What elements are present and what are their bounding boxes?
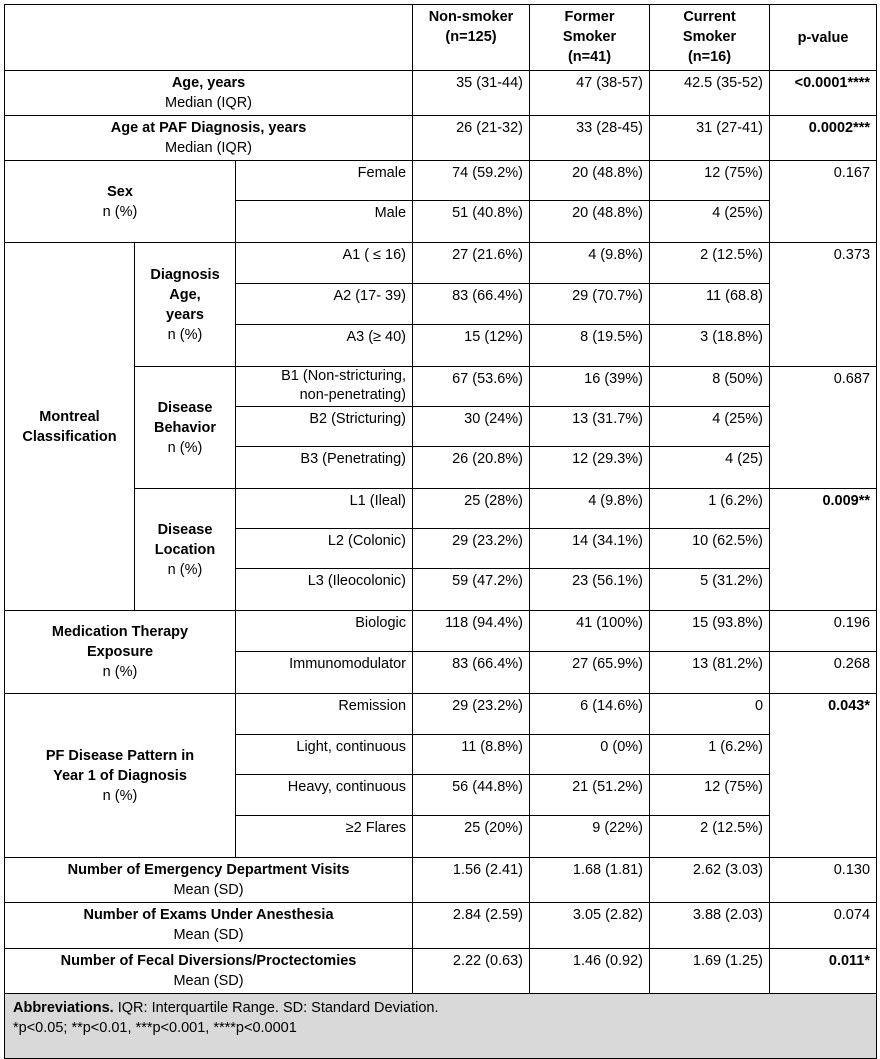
cell-value: 23 (56.1%) xyxy=(530,569,650,611)
cell-value: 29 (23.2%) xyxy=(413,529,530,569)
table-row-fecal-diversions xyxy=(5,949,877,994)
table-row-eua xyxy=(5,903,877,949)
cell-value: 26 (20.8%) xyxy=(413,447,530,489)
cell-value: 20 (48.8%) xyxy=(530,201,650,243)
cell-pvalue: 0.009** xyxy=(770,489,877,611)
cell-value: 35 (31-44) xyxy=(413,71,530,116)
cell-value: 1 (6.2%) xyxy=(650,489,770,529)
sub-label: B3 (Penetrating) xyxy=(236,447,413,489)
cell-value: 3 (18.8%) xyxy=(650,325,770,367)
header-pvalue: p-value xyxy=(770,5,877,71)
row-label-sex: Sex n (%) xyxy=(5,161,236,243)
cell-value: 67 (53.6%) xyxy=(413,367,530,407)
cell-pvalue: 0.130 xyxy=(770,858,877,903)
cell-value: 9 (22%) xyxy=(530,816,650,858)
table-row-age xyxy=(5,71,877,116)
cell-value: 26 (21-32) xyxy=(413,116,530,161)
row-label-montreal: Montreal Classification xyxy=(5,243,135,611)
cell-value: 4 (25%) xyxy=(650,201,770,243)
row-label-disease-location: Disease Location n (%) xyxy=(135,489,236,611)
sub-label: Light, continuous xyxy=(236,735,413,775)
header-former-smoker: Former Smoker (n=41) xyxy=(530,5,650,71)
cell-value: 1 (6.2%) xyxy=(650,735,770,775)
header-nonsmoker: Non-smoker (n=125) xyxy=(413,5,530,71)
cell-value: 2.22 (0.63) xyxy=(413,949,530,994)
header-blank xyxy=(5,5,413,71)
table-row-a1 xyxy=(5,243,877,284)
row-label-fecal-diversions: Number of Fecal Diversions/Proctectomies Mean (SD) xyxy=(5,949,413,994)
sub-label: A3 (≥ 40) xyxy=(236,325,413,367)
cell-pvalue: 0.011* xyxy=(770,949,877,994)
cell-value: 6 (14.6%) xyxy=(530,694,650,735)
cell-value: 56 (44.8%) xyxy=(413,775,530,816)
cell-value: 13 (31.7%) xyxy=(530,407,650,447)
sub-label: Biologic xyxy=(236,611,413,652)
row-label-medication: Medication Therapy Exposure n (%) xyxy=(5,611,236,694)
row-label-paf: Age at PAF Diagnosis, years Median (IQR) xyxy=(5,116,413,161)
cell-pvalue: 0.043* xyxy=(770,694,877,858)
cell-value: 14 (34.1%) xyxy=(530,529,650,569)
cell-value: 2.62 (3.03) xyxy=(650,858,770,903)
cell-value: 3.05 (2.82) xyxy=(530,903,650,949)
cell-value: 15 (12%) xyxy=(413,325,530,367)
cell-value: 0 (0%) xyxy=(530,735,650,775)
cell-value: 15 (93.8%) xyxy=(650,611,770,652)
cell-value: 1.56 (2.41) xyxy=(413,858,530,903)
cell-value: 8 (50%) xyxy=(650,367,770,407)
abbreviations-text: IQR: Interquartile Range. SD: Standard Deviation. xyxy=(113,1000,439,1016)
sub-label: Male xyxy=(236,201,413,243)
cell-value: 1.69 (1.25) xyxy=(650,949,770,994)
cell-value: 16 (39%) xyxy=(530,367,650,407)
cell-value: 4 (9.8%) xyxy=(530,489,650,529)
cell-pvalue: 0.196 xyxy=(770,611,877,652)
abbreviations-label: Abbreviations. xyxy=(13,1000,114,1016)
cell-value: 27 (21.6%) xyxy=(413,243,530,284)
cell-value: 10 (62.5%) xyxy=(650,529,770,569)
cell-pvalue: 0.167 xyxy=(770,161,877,243)
cell-value: 41 (100%) xyxy=(530,611,650,652)
table-row-paf xyxy=(5,116,877,161)
cell-value: 0 xyxy=(650,694,770,735)
header-current-smoker: Current Smoker (n=16) xyxy=(650,5,770,71)
cell-value: 13 (81.2%) xyxy=(650,652,770,694)
summary-table xyxy=(4,4,876,1059)
cell-value: 21 (51.2%) xyxy=(530,775,650,816)
table-row-biologic xyxy=(5,611,877,652)
table-row-ed-visits xyxy=(5,858,877,903)
sub-label: ≥2 Flares xyxy=(236,816,413,858)
cell-value: 51 (40.8%) xyxy=(413,201,530,243)
row-label-diagnosis-age: Diagnosis Age, years n (%) xyxy=(135,243,236,367)
row-label-pf-pattern: PF Disease Pattern in Year 1 of Diagnosis n (%) xyxy=(5,694,236,858)
cell-value: 12 (29.3%) xyxy=(530,447,650,489)
sub-label: Remission xyxy=(236,694,413,735)
row-label-ed-visits: Number of Emergency Department Visits Mean (SD) xyxy=(5,858,413,903)
table-row-sex-female xyxy=(5,161,877,201)
sub-label: A1 ( ≤ 16) xyxy=(236,243,413,284)
cell-value: 2 (12.5%) xyxy=(650,243,770,284)
cell-value: 118 (94.4%) xyxy=(413,611,530,652)
cell-pvalue: 0.373 xyxy=(770,243,877,367)
cell-pvalue: 0.687 xyxy=(770,367,877,489)
cell-value: 5 (31.2%) xyxy=(650,569,770,611)
cell-value: 83 (66.4%) xyxy=(413,652,530,694)
sub-label: L3 (Ileocolonic) xyxy=(236,569,413,611)
cell-value: 25 (28%) xyxy=(413,489,530,529)
sub-label: A2 (17- 39) xyxy=(236,284,413,325)
row-label-eua: Number of Exams Under Anesthesia Mean (SD) xyxy=(5,903,413,949)
cell-value: 29 (23.2%) xyxy=(413,694,530,735)
significance-note: *p<0.05; **p<0.01, ***p<0.001, ****p<0.0001 xyxy=(13,1020,297,1036)
cell-value: 33 (28-45) xyxy=(530,116,650,161)
cell-value: 4 (9.8%) xyxy=(530,243,650,284)
sub-label: Female xyxy=(236,161,413,201)
cell-value: 83 (66.4%) xyxy=(413,284,530,325)
cell-value: 11 (8.8%) xyxy=(413,735,530,775)
cell-value: 1.68 (1.81) xyxy=(530,858,650,903)
cell-value: 30 (24%) xyxy=(413,407,530,447)
table-row-l1 xyxy=(5,489,877,529)
cell-value: 31 (27-41) xyxy=(650,116,770,161)
row-label-age: Age, years Median (IQR) xyxy=(5,71,413,116)
table-footer-row xyxy=(5,994,877,1059)
cell-value: 20 (48.8%) xyxy=(530,161,650,201)
cell-pvalue: <0.0001**** xyxy=(770,71,877,116)
cell-value: 25 (20%) xyxy=(413,816,530,858)
cell-pvalue: 0.0002*** xyxy=(770,116,877,161)
cell-value: 4 (25) xyxy=(650,447,770,489)
cell-pvalue: 0.268 xyxy=(770,652,877,694)
cell-value: 3.88 (2.03) xyxy=(650,903,770,949)
sub-label: B2 (Stricturing) xyxy=(236,407,413,447)
cell-pvalue: 0.074 xyxy=(770,903,877,949)
sub-label: L2 (Colonic) xyxy=(236,529,413,569)
cell-value: 12 (75%) xyxy=(650,161,770,201)
table-row-remission xyxy=(5,694,877,735)
cell-value: 2.84 (2.59) xyxy=(413,903,530,949)
cell-value: 27 (65.9%) xyxy=(530,652,650,694)
cell-value: 42.5 (35-52) xyxy=(650,71,770,116)
cell-value: 12 (75%) xyxy=(650,775,770,816)
cell-value: 74 (59.2%) xyxy=(413,161,530,201)
sub-label: Heavy, continuous xyxy=(236,775,413,816)
table-footnote xyxy=(5,994,877,1059)
sub-label: Immunomodulator xyxy=(236,652,413,694)
cell-value: 8 (19.5%) xyxy=(530,325,650,367)
sub-label: L1 (Ileal) xyxy=(236,489,413,529)
cell-value: 59 (47.2%) xyxy=(413,569,530,611)
header-row xyxy=(5,5,877,71)
cell-value: 2 (12.5%) xyxy=(650,816,770,858)
cell-value: 47 (38-57) xyxy=(530,71,650,116)
cell-value: 29 (70.7%) xyxy=(530,284,650,325)
cell-value: 11 (68.8) xyxy=(650,284,770,325)
cell-value: 1.46 (0.92) xyxy=(530,949,650,994)
table-row-b1 xyxy=(5,367,877,407)
sub-label: B1 (Non-stricturing, non-penetrating) xyxy=(236,367,413,407)
row-label-disease-behavior: Disease Behavior n (%) xyxy=(135,367,236,489)
cell-value: 4 (25%) xyxy=(650,407,770,447)
